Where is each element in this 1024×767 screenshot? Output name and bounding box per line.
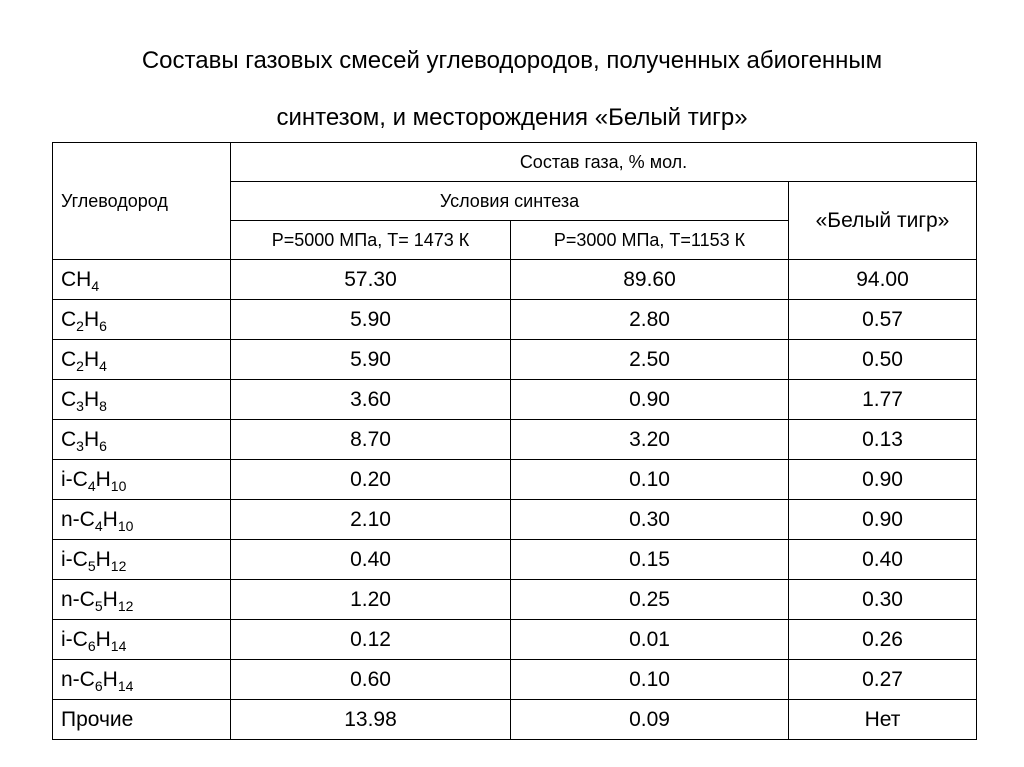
header-row-1: [53, 143, 977, 182]
value-synthesis-3000: 89.60: [511, 260, 789, 300]
value-synthesis-5000: 2.10: [231, 500, 511, 540]
value-synthesis-3000: 0.30: [511, 500, 789, 540]
value-white-tiger: 1.77: [789, 380, 977, 420]
hydrocarbon-name: [53, 500, 231, 540]
formula-subscript: 2: [76, 357, 84, 374]
value-white-tiger: 0.13: [789, 420, 977, 460]
formula-subscript: 2: [76, 317, 84, 334]
header-condition-1: Р=5000 МПа, Т= 1473 К: [231, 221, 511, 260]
value-white-tiger: 0.30: [789, 580, 977, 620]
header-condition-2: Р=3000 МПа, Т=1153 К: [511, 221, 789, 260]
gas-composition-table: [52, 142, 977, 740]
value-synthesis-3000: 0.09: [511, 700, 789, 740]
formula-subscript: 14: [117, 677, 134, 694]
table-row: [53, 260, 977, 300]
hydrocarbon-name: [53, 700, 231, 740]
page-title-line-2: синтезом, и месторождения «Белый тигр»: [276, 104, 748, 131]
value-synthesis-5000: 0.60: [231, 660, 511, 700]
value-white-tiger: 0.90: [789, 500, 977, 540]
value-synthesis-3000: 0.90: [511, 380, 789, 420]
header-synthesis-conditions: Условия синтеза: [231, 182, 789, 221]
hydrocarbon-name: [53, 260, 231, 300]
hydrocarbon-name: [53, 300, 231, 340]
table-row: [53, 660, 977, 700]
formula-text: C: [61, 387, 77, 411]
formula-text: H: [95, 627, 111, 651]
formula-text: Прочие: [61, 707, 134, 731]
formula-text: H: [83, 307, 100, 331]
formula-subscript: 6: [87, 637, 96, 654]
hydrocarbon-name: [53, 540, 231, 580]
formula-text: i-C: [61, 627, 88, 651]
hydrocarbon-name: [53, 420, 231, 460]
value-white-tiger: 0.27: [789, 660, 977, 700]
value-synthesis-5000: 5.90: [231, 340, 511, 380]
formula-text: n-C: [61, 587, 95, 611]
value-synthesis-3000: 0.15: [511, 540, 789, 580]
formula-text: i-C: [61, 467, 88, 491]
value-white-tiger: 0.26: [789, 620, 977, 660]
formula-subscript: 12: [117, 597, 134, 614]
value-synthesis-3000: 2.80: [511, 300, 789, 340]
hydrocarbon-name: [53, 660, 231, 700]
value-synthesis-5000: 13.98: [231, 700, 511, 740]
formula-text: n-C: [61, 667, 95, 691]
formula-subscript: 3: [76, 397, 84, 414]
table-row: [53, 460, 977, 500]
formula-subscript: 4: [87, 477, 96, 494]
table-row: [53, 500, 977, 540]
header-hydrocarbon: Углеводород: [53, 143, 231, 260]
table-row: [53, 700, 977, 740]
value-synthesis-5000: 1.20: [231, 580, 511, 620]
value-synthesis-3000: 0.01: [511, 620, 789, 660]
formula-subscript: 6: [94, 677, 103, 694]
formula-text: H: [95, 547, 111, 571]
value-white-tiger: 0.90: [789, 460, 977, 500]
formula-subscript: 4: [91, 277, 100, 294]
formula-text: CH: [61, 267, 92, 291]
table-row: [53, 580, 977, 620]
value-white-tiger: 94.00: [789, 260, 977, 300]
value-synthesis-3000: 3.20: [511, 420, 789, 460]
page-title-line-1: Составы газовых смесей углеводородов, полученных абиогенным: [141, 47, 883, 74]
value-synthesis-3000: 0.10: [511, 460, 789, 500]
table-row: [53, 620, 977, 660]
value-synthesis-3000: 0.10: [511, 660, 789, 700]
table-row: [53, 540, 977, 580]
formula-text: H: [83, 427, 100, 451]
formula-subscript: 10: [110, 477, 127, 494]
table-row: [53, 380, 977, 420]
value-white-tiger: 0.50: [789, 340, 977, 380]
value-white-tiger: Нет: [789, 700, 977, 740]
value-synthesis-5000: 5.90: [231, 300, 511, 340]
formula-subscript: 6: [99, 437, 107, 454]
value-synthesis-5000: 57.30: [231, 260, 511, 300]
value-synthesis-5000: 0.40: [231, 540, 511, 580]
formula-text: H: [95, 467, 111, 491]
table-row: [53, 340, 977, 380]
value-synthesis-3000: 2.50: [511, 340, 789, 380]
formula-subscript: 10: [117, 517, 134, 534]
formula-text: H: [102, 667, 118, 691]
formula-subscript: 4: [99, 357, 107, 374]
formula-text: i-C: [61, 547, 88, 571]
formula-subscript: 4: [94, 517, 103, 534]
formula-text: H: [102, 587, 118, 611]
formula-text: n-C: [61, 507, 95, 531]
formula-text: H: [83, 387, 100, 411]
hydrocarbon-name: [53, 340, 231, 380]
formula-subscript: 5: [94, 597, 103, 614]
formula-subscript: 8: [99, 397, 107, 414]
table-row: [53, 420, 977, 460]
formula-text: C: [61, 427, 77, 451]
formula-subscript: 5: [87, 557, 96, 574]
formula-text: C: [61, 347, 77, 371]
value-synthesis-5000: 0.20: [231, 460, 511, 500]
value-synthesis-5000: 8.70: [231, 420, 511, 460]
table-body: [53, 143, 977, 740]
value-white-tiger: 0.57: [789, 300, 977, 340]
table-row: [53, 300, 977, 340]
value-synthesis-5000: 0.12: [231, 620, 511, 660]
value-synthesis-5000: 3.60: [231, 380, 511, 420]
hydrocarbon-name: [53, 580, 231, 620]
formula-subscript: 14: [110, 637, 127, 654]
header-white-tiger: «Белый тигр»: [789, 182, 977, 260]
formula-text: C: [61, 307, 77, 331]
value-synthesis-3000: 0.25: [511, 580, 789, 620]
hydrocarbon-name: [53, 460, 231, 500]
hydrocarbon-name: [53, 380, 231, 420]
value-white-tiger: 0.40: [789, 540, 977, 580]
formula-subscript: 12: [110, 557, 127, 574]
header-composition: Состав газа, % мол.: [231, 143, 977, 182]
formula-subscript: 6: [99, 317, 107, 334]
hydrocarbon-name: [53, 620, 231, 660]
formula-subscript: 3: [76, 437, 84, 454]
formula-text: H: [102, 507, 118, 531]
formula-text: H: [83, 347, 100, 371]
